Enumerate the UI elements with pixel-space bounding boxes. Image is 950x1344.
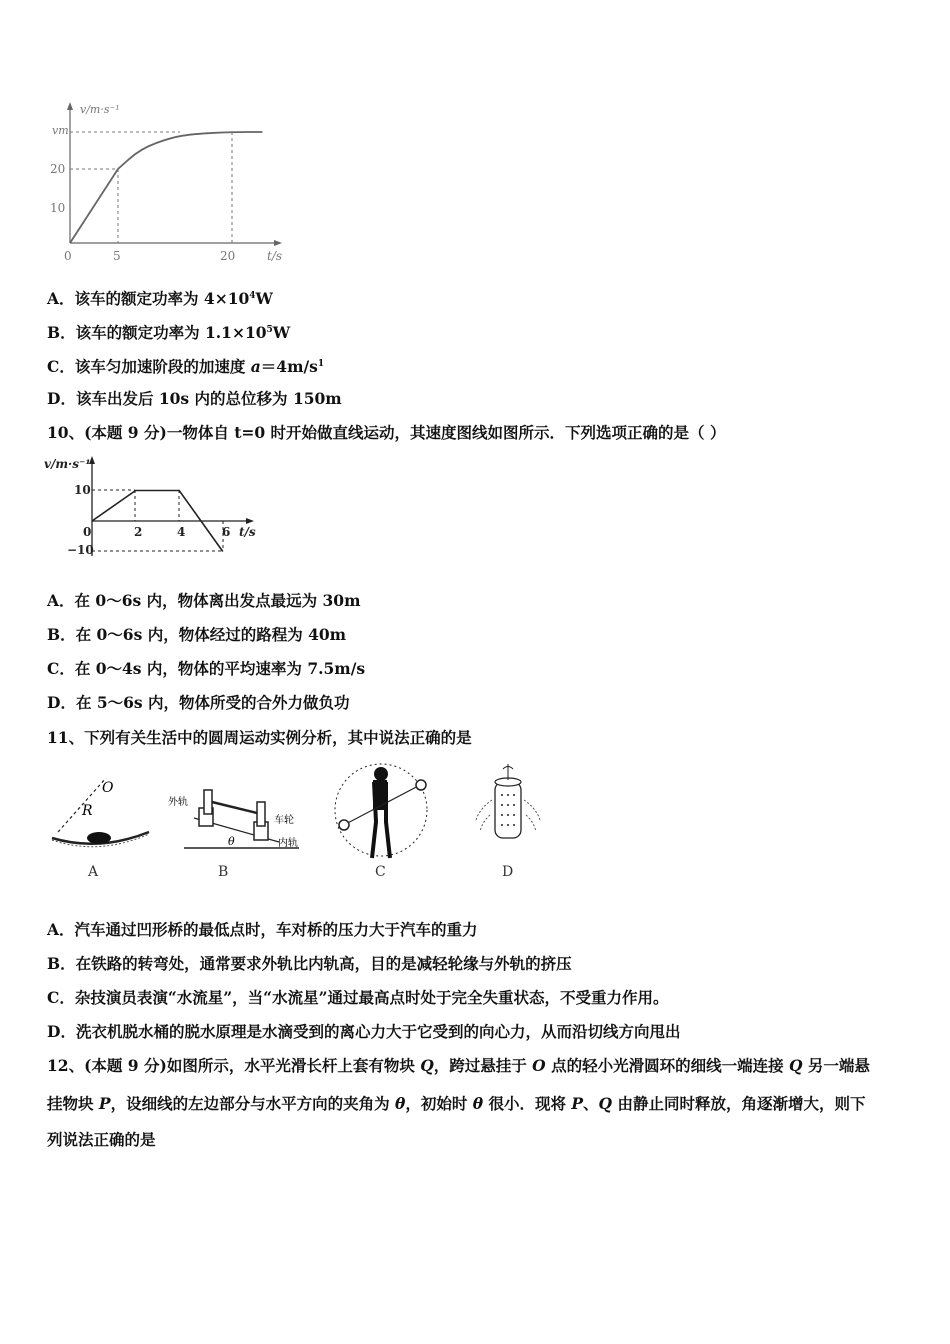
q12-text-2e: 、 [583,1094,599,1113]
chart2-xlabel: t/s [239,525,256,539]
q11-option-d-text: 洗衣机脱水桶的脱水原理是水滴受到的离心力大于它受到的向心力，从而沿切线方向甩出 [75,1022,681,1041]
q10-option-b [47,625,346,645]
q10-option-d-text: 在 5～6s 内，物体所受的合外力做负功 [75,693,350,712]
q11-option-c-text: 杂技演员表演“水流星”，当“水流星”通过最高点时处于完全失重状态，不受重力作用。 [74,988,669,1007]
q9-option-a-unit: W [255,289,273,309]
q12-q-var: Q [788,1056,803,1075]
chart1-xtick-0: 0 [64,249,72,263]
q9-option-a-sup: 4 [249,291,256,301]
chart2-xtick-2: 2 [134,525,143,539]
chart2-xtick-4: 4 [177,525,186,539]
chart2-x-arrow [246,518,254,524]
q9-option-c-sup: 1 [317,359,325,369]
chart1-xtick-20: 20 [220,249,236,263]
q12-text-1d: 另一端悬 [802,1056,870,1075]
q11-option-c-letter: C． [47,988,75,1007]
q11-option-c [47,988,669,1008]
chart1-ytick-20: 20 [50,162,66,176]
q9-option-b-letter: B． [47,323,76,343]
q10-number: 10、 [47,423,85,442]
q12-text-1c: 点的轻小光滑圆环的细线一端连接 [545,1056,789,1075]
figure-c-caption: C [375,864,386,880]
q11-option-d [47,1022,680,1042]
figure-a-caption: A [88,864,99,880]
chart1-xlabel: t/s [267,249,283,263]
figure-c-water-meteor [335,764,427,880]
q11-figure-svg [44,760,564,885]
q9-option-a-text: 该车的额定功率为 4×10 [74,289,250,309]
q9-option-b-text: 该车的额定功率为 1.1×10 [75,323,267,343]
figure-b-inner-label: 内轨 [278,838,298,849]
q12-text-2c: ，初始时 [405,1094,473,1113]
q12-text-1a: (本题 9 分)如图所示，水平光滑长杆上套有物块 [84,1056,421,1075]
vt-graph-2 [42,452,282,562]
q9-option-b [47,320,290,343]
q9-option-d [47,389,342,409]
figure-a-o-label: O [102,780,114,796]
q12-theta-var: θ [394,1094,406,1113]
q9-option-c [47,354,324,377]
figure-d-caption: D [502,864,514,880]
q12-p-var: P [571,1094,584,1113]
q11-option-a-text: 汽车通过凹形桥的最低点时，车对桥的压力大于汽车的重力 [74,920,478,939]
q11-number: 11、 [47,728,85,747]
q12-text-2b: ，设细线的左边部分与水平方向的夹角为 [110,1094,395,1113]
figure-b-outer-label: 外轨 [168,797,188,808]
q10-text: (本题 9 分)一物体自 t=0 时开始做直线运动，其速度图线如图所示．下列选项正确的是（ ） [84,423,726,442]
figure-b-theta-label: θ [228,835,235,848]
figure-b-wheel-label: 车轮 [274,815,294,826]
q10-option-a-text: 在 0～6s 内，物体离出发点最远为 30m [74,591,361,610]
chart1-y-arrow [67,102,73,110]
q12-text-2f: 由静止同时释放，角逐渐增大，则下 [612,1094,866,1113]
q10-stem [47,423,725,443]
q10-option-d-letter: D． [47,693,76,712]
q12-stem-line-3 [47,1130,156,1150]
q12-o-var: O [532,1056,546,1075]
chart1-ytick-10: 10 [50,201,66,215]
q11-option-a-letter: A． [47,920,75,939]
q11-text: 下列有关生活中的圆周运动实例分析，其中说法正确的是 [84,728,472,747]
q10-option-b-letter: B． [47,625,76,644]
q10-option-a [47,591,361,611]
chart1-svg [40,98,300,268]
q12-text-2d: 很小．现将 [483,1094,572,1113]
q10-option-d [47,693,350,713]
q11-option-b-text: 在铁路的转弯处，通常要求外轨比内轨高，目的是减轻轮缘与外轨的挤压 [75,954,572,973]
chart1-xtick-5: 5 [113,249,121,263]
chart1-x-arrow [274,240,282,246]
q9-option-b-sup: 5 [266,325,273,335]
chart1-vm-label: vm [52,124,69,137]
q9-option-d-letter: D． [47,389,76,408]
q9-option-b-unit: W [272,323,291,343]
chart2-ytick-neg10: −10 [67,543,94,557]
q9-option-a [47,286,273,309]
chart2-xtick-6: 6 [222,525,231,539]
chart1-ylabel: v/m·s⁻¹ [80,103,120,116]
chart2-xtick-0: 0 [83,525,92,539]
q10-option-c-letter: C． [47,659,75,678]
q9-option-c-mid: ＝4m/s [260,357,318,377]
q10-option-c-text: 在 0～4s 内，物体的平均速率为 7.5m/s [74,659,366,678]
q12-stem-line-1 [47,1056,870,1076]
chart2-svg [42,452,282,562]
car-shape [87,832,111,844]
figure-b-railway [168,790,299,880]
q11-option-b-letter: B． [47,954,76,973]
q11-figure [44,760,564,885]
q12-theta-var: θ [472,1094,484,1113]
cup-icon [416,780,426,790]
figure-a-r-label: R [82,803,93,819]
q11-option-d-letter: D． [47,1022,76,1041]
cup-icon [339,820,349,830]
q9-option-c-a: a [250,357,261,377]
q12-number: 12、 [47,1056,85,1075]
figure-a-concave-bridge [52,778,149,880]
q11-option-a [47,920,478,940]
q11-stem [47,728,472,748]
q12-p-var: P [98,1094,111,1113]
q12-q-var: Q [420,1056,434,1075]
q9-option-c-letter: C． [47,357,75,377]
q10-option-c [47,659,365,679]
vt-graph-1 [40,98,300,268]
q12-q-var: Q [598,1094,613,1113]
q11-option-b [47,954,572,974]
q12-text-1b: ，跨过悬挂于 [433,1056,533,1075]
chart1-velocity-curve [70,132,262,243]
q12-stem-line-2 [47,1094,865,1114]
q9-option-d-text: 该车出发后 10s 内的总位移为 150m [75,389,342,408]
q10-option-b-text: 在 0～6s 内，物体经过的路程为 40m [75,625,347,644]
figure-d-spin-drum [476,764,540,880]
q10-option-a-letter: A． [47,591,75,610]
q9-option-c-text: 该车匀加速阶段的加速度 [74,357,251,377]
q9-option-a-letter: A． [47,289,75,309]
chart2-ytick-10: 10 [74,483,91,497]
q12-text-3: 列说法正确的是 [47,1130,156,1149]
figure-b-caption: B [218,864,229,880]
q12-text-2a: 挂物块 [47,1094,99,1113]
chart2-ylabel: v/m·s⁻¹ [44,457,91,471]
